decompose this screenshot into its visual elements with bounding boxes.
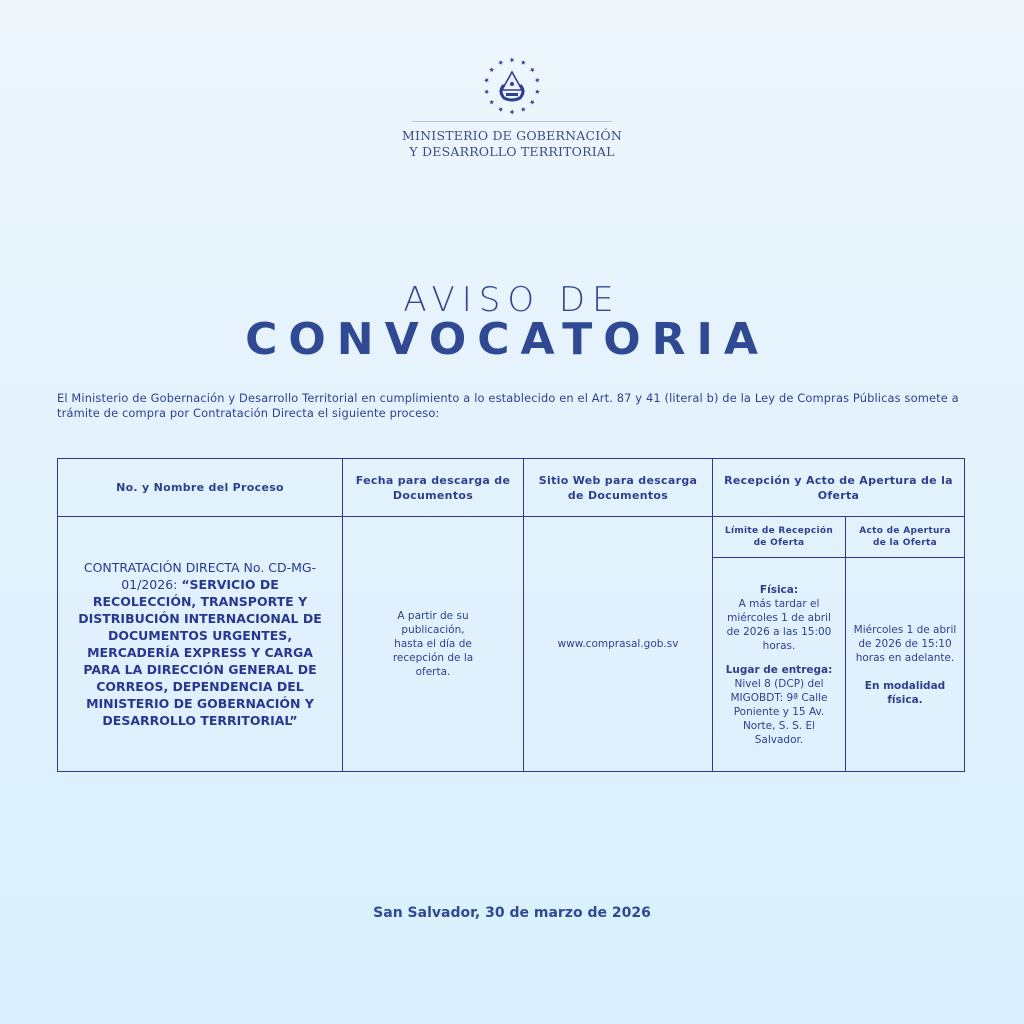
opening-text: Miércoles 1 de abril de 2026 de 15:10 horas en adelante.: [853, 623, 957, 664]
star-icon: [510, 110, 515, 115]
process-cell: [58, 517, 343, 772]
star-icon: [484, 89, 489, 94]
star-icon: [489, 67, 494, 72]
star-icon: [521, 60, 526, 65]
star-icon: [535, 78, 540, 83]
coat-of-arms-icon: [482, 55, 542, 115]
download-date-text: A partir de su publicación, hasta el día de recepción de la oferta.: [392, 610, 474, 678]
opening-mode: En modalidad física.: [864, 679, 946, 706]
star-icon: [521, 107, 526, 112]
star-icon: [498, 60, 503, 65]
header: [0, 55, 1024, 160]
process-name: “SERVICIO DE RECOLECCIÓN, TRANSPORTE Y DISTRIBUCIÓN INTERNACIONAL DE DOCUMENTOS URGENTES, MERCADERÍA EXPRESS Y CARGA PARA LA DIRECCIÓN GENERAL DE CORREOS, DEPENDENCIA DEL MINISTERIO DE GOBERNACIÓN Y DESARROLLO TERRITORIAL”: [78, 577, 322, 728]
star-icon: [535, 89, 540, 94]
limit-cell: [713, 558, 846, 772]
intro-paragraph: El Ministerio de Gobernación y Desarrollo Territorial en cumplimiento a lo establecido en el Art. 87 y 41 (literal b) de la Ley de Compras Públicas somete a trámite de compra por Contratación Directa el siguiente proceso:: [57, 391, 959, 420]
header-limit: Límite de Recepción de Oferta: [713, 517, 846, 558]
header-opening: Acto de Apertura de la Oferta: [846, 517, 965, 558]
header-website: Sitio Web para descarga de Documentos: [524, 459, 713, 517]
star-icon: [489, 100, 494, 105]
star-icon: [530, 100, 535, 105]
divider: [412, 121, 612, 122]
star-icon: [530, 68, 535, 73]
table-subheader-row: [58, 517, 965, 558]
title-line2: CONVOCATORIA: [245, 314, 769, 365]
process-number: CONTRATACIÓN DIRECTA No. CD-MG-01/2026:: [83, 560, 317, 592]
ministry-name-line1: MINISTERIO DE GOBERNACIÓN: [402, 128, 622, 143]
header-process: No. y Nombre del Proceso: [58, 459, 343, 517]
header-reception: Recepción y Acto de Apertura de la Oferta: [713, 459, 965, 517]
table-header-row: [58, 459, 965, 517]
download-date-cell: [343, 517, 524, 772]
website-cell: [524, 517, 713, 772]
place-date: San Salvador, 30 de marzo de 2026: [373, 905, 651, 921]
title-line1: AVISO DE: [403, 280, 621, 320]
limit-label: Física:: [759, 583, 799, 596]
process-table: [57, 458, 965, 772]
star-icon: [484, 78, 489, 83]
star-icon: [498, 107, 503, 112]
opening-cell: [846, 558, 965, 772]
place-text: Nivel 8 (DCP) del MIGOBDT: 9ª Calle Poniente y 15 Av. Norte, S. S. El Salvador.: [730, 677, 828, 746]
website-link[interactable]: www.comprasal.gob.sv: [557, 638, 679, 650]
star-icon: [509, 58, 514, 63]
header-download-date: Fecha para descarga de Documentos: [343, 459, 524, 517]
place-label: Lugar de entrega:: [725, 663, 833, 676]
limit-text: A más tardar el miércoles 1 de abril de 2026 a las 15:00 horas.: [726, 597, 832, 652]
ministry-name-line2: Y DESARROLLO TERRITORIAL: [409, 144, 615, 159]
